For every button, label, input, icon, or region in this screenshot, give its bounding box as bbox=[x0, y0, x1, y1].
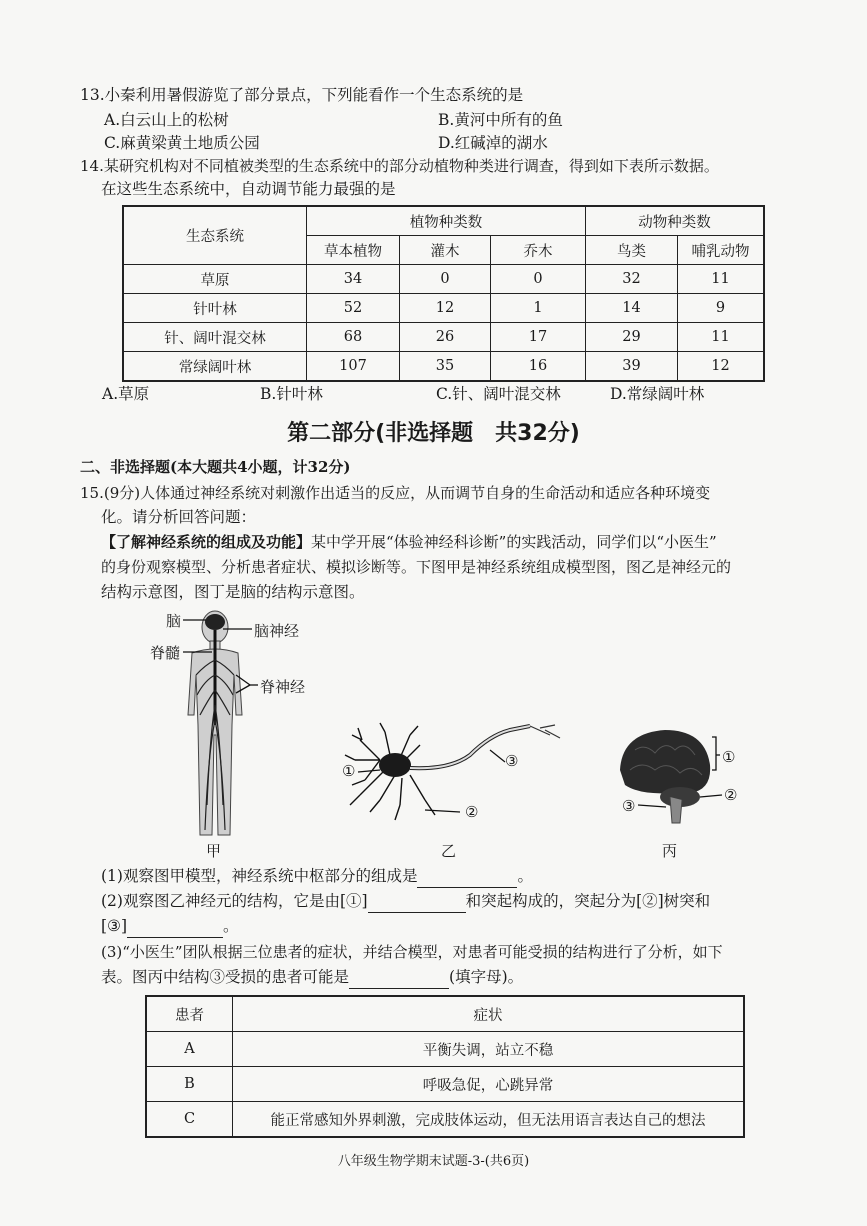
cell: 107 bbox=[307, 352, 400, 382]
q15-sub3-line2 bbox=[101, 966, 523, 989]
cell: 11 bbox=[678, 323, 765, 352]
q15-sub3-text: 表。图丙中结构③受损的患者可能是 bbox=[101, 968, 350, 986]
table-row bbox=[123, 352, 764, 382]
fig-bing-label-2: ② bbox=[724, 786, 738, 804]
table-row bbox=[146, 1032, 744, 1067]
fig-caption-jia: 甲 bbox=[206, 842, 222, 860]
fig-yi-label-2: ② bbox=[465, 803, 479, 821]
part2-title: 第二部分(非选择题 共32分) bbox=[287, 421, 580, 446]
cell: 12 bbox=[678, 352, 765, 382]
q14-subheader: 哺乳动物 bbox=[678, 236, 765, 265]
q15-sub1-end: 。 bbox=[517, 867, 533, 885]
q14-table bbox=[122, 205, 765, 382]
q15-sub2-a: (2)观察图乙神经元的结构，它是由[①] bbox=[101, 892, 368, 910]
q15-sub2-b: 和突起构成的，突起分为[②]树突和 bbox=[465, 892, 711, 910]
fig-yi-label-3: ③ bbox=[505, 752, 519, 770]
q15-header-symptom: 症状 bbox=[233, 996, 745, 1032]
table-row bbox=[146, 1102, 744, 1138]
part2-subtitle: 二、非选择题(本大题共4小题，计32分) bbox=[80, 458, 351, 476]
fig-jia-label-brain: 脑 bbox=[166, 612, 182, 630]
figure-yi-neuron bbox=[340, 720, 580, 835]
q15-sub2-blank2 bbox=[127, 915, 223, 938]
symptom-cell: 平衡失调，站立不稳 bbox=[233, 1032, 745, 1067]
cell: 12 bbox=[400, 294, 491, 323]
q14-subheader: 鸟类 bbox=[586, 236, 678, 265]
fig-jia-label-spinal-nerve: 脊神经 bbox=[260, 678, 306, 696]
q15-sub2-end: 。 bbox=[223, 917, 239, 935]
q13-stem: 13.小秦利用暑假游览了部分景点，下列能看作一个生态系统的是 bbox=[80, 86, 524, 104]
q13-option-b: B.黄河中所有的鱼 bbox=[438, 111, 563, 129]
q15-intro-line1-rest: 某中学开展“体验神经科诊断”的实践活动，同学们以“小医生” bbox=[311, 533, 717, 551]
q14-header-plant: 植物种类数 bbox=[307, 206, 586, 236]
table-row bbox=[123, 323, 764, 352]
page-footer: 八年级生物学期末试题-3-(共6页) bbox=[337, 1154, 530, 1169]
q13-option-c: C.麻黄梁黄土地质公园 bbox=[104, 134, 260, 152]
q14-option-a: A.草原 bbox=[102, 385, 150, 403]
symptom-cell: 呼吸急促，心跳异常 bbox=[233, 1067, 745, 1102]
fig-jia-label-cranial-nerve: 脑神经 bbox=[254, 622, 300, 640]
patient-cell: A bbox=[146, 1032, 233, 1067]
cell: 52 bbox=[307, 294, 400, 323]
table-row bbox=[123, 265, 764, 294]
q14-stem-line1: 14.某研究机构对不同植被类型的生态系统中的部分动植物种类进行调查，得到如下表所示数据。 bbox=[80, 157, 719, 175]
symptom-cell: 能正常感知外界刺激，完成肢体运动，但无法用语言表达自己的想法 bbox=[233, 1102, 745, 1138]
cell: 0 bbox=[491, 265, 586, 294]
q14-header-animal: 动物种类数 bbox=[586, 206, 765, 236]
cell: 1 bbox=[491, 294, 586, 323]
cell: 68 bbox=[307, 323, 400, 352]
cell: 39 bbox=[586, 352, 678, 382]
fig-bing-label-3: ③ bbox=[622, 797, 636, 815]
cell: 16 bbox=[491, 352, 586, 382]
patient-cell: C bbox=[146, 1102, 233, 1138]
cell: 17 bbox=[491, 323, 586, 352]
cell: 34 bbox=[307, 265, 400, 294]
q15-sub2-line2 bbox=[101, 915, 239, 938]
row-name: 针、阔叶混交林 bbox=[123, 323, 307, 352]
q15-sub2-blank1 bbox=[368, 890, 466, 913]
cell: 35 bbox=[400, 352, 491, 382]
row-name: 常绿阔叶林 bbox=[123, 352, 307, 382]
q14-option-c: C.针、阔叶混交林 bbox=[436, 385, 561, 403]
q15-sub2 bbox=[101, 890, 710, 913]
q15-bracket-title: 【了解神经系统的组成及功能】 bbox=[101, 533, 312, 551]
row-name: 草原 bbox=[123, 265, 307, 294]
q14-option-b: B.针叶林 bbox=[260, 385, 323, 403]
q15-intro-line3: 结构示意图，图丁是脑的结构示意图。 bbox=[101, 583, 365, 601]
q14-subheader: 灌木 bbox=[400, 236, 491, 265]
fig-bing-label-1: ① bbox=[722, 748, 736, 766]
fig-caption-yi: 乙 bbox=[441, 842, 457, 860]
q15-sub1-text: (1)观察图甲模型，神经系统中枢部分的组成是 bbox=[101, 867, 418, 885]
q15-sub3-blank bbox=[349, 966, 449, 989]
q14-stem-line2: 在这些生态系统中，自动调节能力最强的是 bbox=[101, 180, 396, 198]
q14-subheader: 草本植物 bbox=[307, 236, 400, 265]
q15-table bbox=[145, 995, 745, 1138]
q13-option-a: A.白云山上的松树 bbox=[104, 111, 229, 129]
q15-sub1-blank bbox=[417, 865, 517, 888]
q14-option-d: D.常绿阔叶林 bbox=[610, 385, 705, 403]
cell: 9 bbox=[678, 294, 765, 323]
q15-sub2-c: [③] bbox=[101, 917, 127, 935]
q15-sub3-end: (填字母)。 bbox=[449, 968, 524, 986]
cell: 0 bbox=[400, 265, 491, 294]
figure-bing-brain bbox=[610, 725, 760, 835]
q15-intro-line2: 的身份观察模型、分析患者症状、模拟诊断等。下图甲是神经系统组成模型图，图乙是神经元的 bbox=[101, 558, 732, 576]
q14-subheader: 乔木 bbox=[491, 236, 586, 265]
q13-option-d: D.红碱淖的湖水 bbox=[438, 134, 548, 152]
q15-header-patient: 患者 bbox=[146, 996, 233, 1032]
cell: 29 bbox=[586, 323, 678, 352]
fig-yi-label-1: ① bbox=[342, 762, 356, 780]
figure-jia-nervous-system bbox=[150, 605, 350, 845]
q15-stem-line2: 化。请分析回答问题： bbox=[101, 508, 257, 526]
cell: 26 bbox=[400, 323, 491, 352]
cell: 11 bbox=[678, 265, 765, 294]
cell: 32 bbox=[586, 265, 678, 294]
table-row bbox=[123, 294, 764, 323]
q15-sub3-line1: (3)“小医生”团队根据三位患者的症状，并结合模型，对患者可能受损的结构进行了分析，如下 bbox=[101, 943, 723, 961]
row-name: 针叶林 bbox=[123, 294, 307, 323]
fig-jia-label-spinal-cord: 脊髓 bbox=[150, 644, 181, 662]
q15-intro-line1 bbox=[101, 531, 717, 553]
table-row bbox=[146, 1067, 744, 1102]
q15-stem-line1: 15.(9分)人体通过神经系统对刺激作出适当的反应，从而调节自身的生命活动和适应各种环境变 bbox=[80, 484, 711, 502]
q14-header-ecosystem: 生态系统 bbox=[123, 206, 307, 265]
cell: 14 bbox=[586, 294, 678, 323]
patient-cell: B bbox=[146, 1067, 233, 1102]
fig-caption-bing: 丙 bbox=[662, 842, 678, 860]
q15-sub1 bbox=[101, 865, 533, 888]
